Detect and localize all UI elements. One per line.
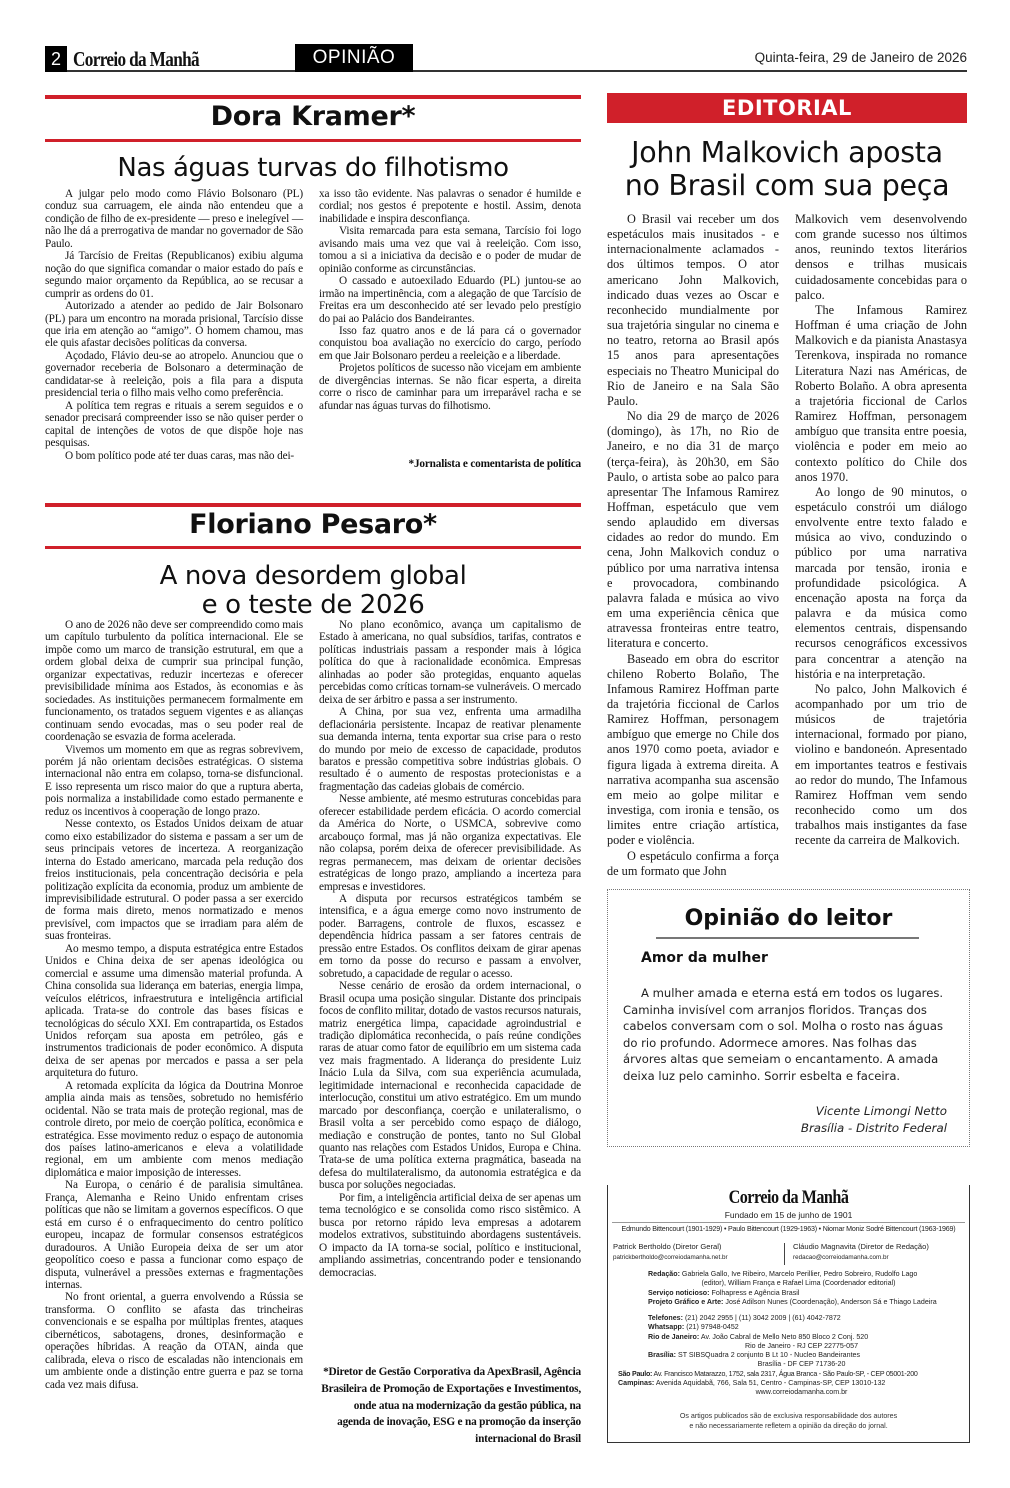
- divider: [612, 1222, 965, 1223]
- director-newsroom-name: Cláudio Magnavita (Diretor de Redação): [793, 1242, 929, 1251]
- brasilia-address-cont: Brasília - DF CEP 71736-20: [757, 1360, 846, 1369]
- article-body-right: [319, 188, 581, 412]
- editorial-body-right: [795, 212, 967, 849]
- author-bio: *Jornalista e comentarista de política: [408, 458, 581, 470]
- issue-date: Quinta-feira, 29 de Janeiro de 2026: [754, 50, 967, 65]
- paragraph: Por fim, a inteligência artificial deixa de ser apenas um tema tecnológico e se consolida como risco sistêmico. A busca por retorno rápido leva empresas a adotarem modelos extrativos, substituindo abordagens sustentáveis. O impacto da IA torna-se social, político e institucional, ampliando assimetrias, concentrando poder e tensionando democracias.: [319, 1191, 581, 1279]
- paragraph: Nesse ambiente, até mesmo estruturas concebidas para oferecer estabilidade perdem eficácia. O acordo comercial da América do Norte, o USMCA, sobrevive como arcabouço formal, mas já não organiza expectativas. Ele não colapsa, porém deixa de oferecer previsibilidade. As regras permanecem, mas deixam de orientar decisões estratégicas de longo prazo, ampliando a incerteza para empresas e investidores.: [319, 793, 581, 893]
- paragraph: No palco, John Malkovich é acompanhado por um trio de músicos de trajetória internacional, formado por piano, violino e bandoneón. Apresentado em importantes teatros e festivais ao redor do mundo, The Infamous Ramirez Hoffman vem sendo reconhecido como um dos trabalhos mais instigantes da fase recente da carreira de Malkovich.: [795, 681, 967, 848]
- paragraph: A disputa por recursos estratégicos também se intensifica, e a água emerge como novo instrumento de poder. Barragens, controle de fluxos, escassez e dependência hídrica passam a ser fatores centrais de pressão entre Estados. Os conflitos deixam de girar apenas em torno da posse do recurso e passam a envolver, sobretudo, a capacidade de regular o acesso.: [319, 892, 581, 980]
- paragraph: The Infamous Ramirez Hoffman é uma criação de John Malkovich e da pianista Anastasya Terenkova, inspirada no romance Literatura Nazi nas Américas, de Roberto Bolaño. A obra apresenta a trajetória ficcional de Carlos Ramirez Hoffman, personagem ambíguo que transita entre poesia, violência e poder em meio ao contexto político do Chile dos anos 1970.: [795, 302, 967, 484]
- paragraph: Malkovich vem desenvolvendo com grande sucesso nos últimos anos, reunindo textos literários densos e trilhas musicais cuidadosamente concebidas para o palco.: [795, 212, 967, 302]
- letter-title: Amor da mulher: [641, 950, 768, 966]
- expediente-box: [607, 1185, 970, 1443]
- paragraph: Na Europa, o cenário é de paralisia simultânea. França, Alemanha e Reino Unido enfrentam crises políticas que não se limitam a governos específicos. O que está em curso é o enfraquecimento do centro político europeu, incapaz de formular consensos estratégicos duradouros. A União Europeia deixa de ser um ator geopolítico coeso e passa a funcionar como espaço de disputa, vulnerável a pressões externas e fragmentações internas.: [45, 1179, 303, 1292]
- paragraph: No front oriental, a guerra envolvendo a Rússia se transforma. O conflito se afasta das trincheiras convencionais e se espalha por múltiplas frentes, ataques cibernéticos, sabotagens, drones, desinformação e operações híbridas. A reação da OTAN, ainda que calibrada, eleva o risco de escaladas não intencionais em um ambiente onde a distinção entre guerra e paz se torna cada vez mais difusa.: [45, 1291, 303, 1391]
- headline-line: John Malkovich aposta: [631, 136, 943, 169]
- disclaimer-line: e não necessariamente refletem a opinião da direção do jornal.: [689, 1422, 888, 1430]
- director-newsroom-email[interactable]: redacao@correiodamanha.com.br: [793, 1254, 889, 1261]
- paragraph: Vivemos um momento em que as regras sobrevivem, porém já não orientam decisões estratégicas. O sistema internacional não entra em colapso, torna-se disfuncional. E isso representa um risco maior do que a ruptura aberta, pois normaliza a instabilidade como estado permanente e reduz os incentivos à cooperação de longo prazo.: [45, 743, 303, 818]
- author-name: Dora Kramer*: [210, 101, 416, 132]
- editorial-body-left: [607, 212, 779, 879]
- red-divider: [45, 139, 581, 142]
- letter-author: Vicente Limongi Netto: [815, 1104, 947, 1118]
- paragraph: O espetáculo confirma a força de um formato que John: [607, 848, 779, 878]
- label: Telefones:: [648, 1314, 683, 1322]
- headline-line: e o teste de 2026: [201, 590, 425, 620]
- author-bio: *Diretor de Gestão Corporativa da ApexBrasil, Agência Brasileira de Promoção de Exportações e Investimentos, onde atua na modernização da gestão pública, na agenda de inovação, ESG e na promoção da inserção internacional do Brasil: [321, 1366, 581, 1446]
- label: Brasília:: [648, 1351, 676, 1360]
- label: Campinas:: [618, 1379, 655, 1388]
- paragraph: O cassado e autoexilado Eduardo (PL) juntou-se ao irmão na impertinência, com a alegação de que Tarcísio de Freitas era um desconhecido até ser levado pelo prestígio do pai ao Palácio dos Bandeirantes.: [319, 275, 581, 325]
- paragraph: O Brasil vai receber um dos espetáculos mais inusitados - e internacionalmente aclamados - dos últimos tempos. O ator americano John Malkovich, indicado duas vezes ao Oscar e reconhecido mundialmente por sua trajetória singular no cinema e no teatro, retorna ao Brasil após 15 anos para apresentações especiais no Theatro Municipal do Rio de Janeiro e na Sala São Paulo.: [607, 212, 779, 408]
- paragraph: A julgar pelo modo como Flávio Bolsonaro (PL) conduz sua carruagem, ele ainda não entendeu que a condição de filho de ex-presidente — preso e inelegível — não lhe dá a prerrogativa de mandar no governador de São Paulo.: [45, 188, 303, 250]
- paragraph: xa isso tão evidente. Nas palavras o senador é humilde e cordial; nos gestos é prepotente e hostil. Assim, denota inabilidade e inspira desconfiança.: [319, 188, 581, 225]
- article-body-right: [319, 619, 581, 1279]
- page-number: 2: [45, 46, 67, 72]
- red-divider: [45, 95, 581, 99]
- paragraph: Baseado em obra do escritor chileno Roberto Bolaño, The Infamous Ramirez Hoffman parte da trajetória ficcional de Carlos Ramirez Hoffman, personagem ambíguo que emerge no Chile dos anos 1970 como poeta, aviador e figura ligada à extrema direita. A narrativa acompanha sua ascensão em meio ao golpe militar e investiga, com ironia e tensão, os limites entre criação artística, poder e violência.: [607, 651, 779, 848]
- director-general-name: Patrick Bertholdo (Diretor Geral): [613, 1242, 722, 1251]
- paragraph: A China, por sua vez, enfrenta uma armadilha deflacionária persistente. Incapaz de reativar plenamente sua demanda interna, tenta exportar sua crise para o resto do mundo por meio de excesso de capacidade, produtos baratos e pressão competitiva sobre indústrias globais. O resultado é o aumento de respostas protecionistas e a fragmentação das cadeias globais de comércio.: [319, 706, 581, 793]
- headline-line: A nova desordem global: [159, 561, 467, 591]
- founders-line: Edmundo Bittencourt (1901-1929) • Paulo Bittencourt (1929-1963) • Niomar Moniz Sodré Bittencourt (1963-1969): [621, 1225, 956, 1233]
- divider: [656, 937, 919, 939]
- news-agencies: Folhapress e Agência Brasil: [711, 1288, 800, 1297]
- article-headline: Nas águas turvas do filhotismo: [117, 153, 509, 183]
- disclaimer: [608, 1411, 969, 1431]
- headline-line: no Brasil com sua peça: [624, 169, 950, 202]
- paragraph: A retomada explícita da lógica da Doutrina Monroe amplia ainda mais as tensões, sobretudo no hemisfério ocidental. Não se trata mais de proteção regional, mas de controle direto, por meio de coerção política, econômica e estratégica. Esse movimento reduz o espaço de autonomia dos países latino-americanos e eleva a volatilidade regional, em um ambiente com menos mediação diplomática e maior imposição de interesses.: [45, 1079, 303, 1179]
- contact-info: [618, 1314, 955, 1398]
- letter-body: A mulher amada e eterna está em todos os lugares. Caminha invisível com arranjos floridos. Tranças dos cabelos conversam com o sol. Molha o rosto nas águas do rio profundo. Adormece amores. Nas folhas das árvores altas que semeiam o encantamento. A amada deixa luz pelo caminho. Sorrir esbelta e faceira.: [623, 986, 944, 1083]
- paragraph: Ao mesmo tempo, a disputa estratégica entre Estados Unidos e China deixa de ser apenas ideológica ou comercial e assume uma dimensão material profunda. A China consolida sua liderança em baterias, energia limpa, veículos elétricos, infraestrutura e inteligência artificial aplicada. Trata-se do controle das bases físicas e tecnológicas do século XXI. Em contrapartida, os Estados Unidos reforçam sua aposta em petróleo, gás e instrumentos tradicionais de poder econômico. A disputa deixa de ser apenas por mercados e passa a ser pela arquitetura do futuro.: [45, 942, 303, 1080]
- rio-address: Av. João Cabral de Mello Neto 850 Bloco 2 Conj. 520: [700, 1332, 869, 1341]
- label: São Paulo:: [618, 1369, 653, 1378]
- director-general: [613, 1241, 728, 1263]
- red-divider: [45, 546, 581, 549]
- staff-names-cont: (editor), William França e Rafael Lima (Coordenador editorial): [701, 1279, 896, 1288]
- staff-credits: [648, 1270, 949, 1307]
- label: Rio de Janeiro:: [648, 1332, 700, 1341]
- rio-address-cont: Rio de Janeiro - RJ CEP 22775-057: [744, 1341, 859, 1350]
- editorial-label: EDITORIAL: [607, 93, 967, 123]
- design-credits: José Adilson Nunes (Coordenação), Anderson Sá e Thiago Ladeira: [725, 1297, 937, 1306]
- paragraph: Nesse cenário de erosão da ordem internacional, o Brasil ocupa uma posição singular. Distante dos principais focos de conflito militar, dotado de vastos recursos naturais, matriz energética limpa, capacidade agroindustrial e tradição diplomática reconhecida, o país reúne condições raras de atuar como fator de equilíbrio em um sistema cada vez mais fragmentado. A liderança do presidente Luiz Inácio Lula da Silva, com sua experiência acumulada, legitimidade internacional e reconhecida capacidade de interlocução, constitui um ativo estratégico. Em um mundo marcado por desconfiança, coerção e unilateralismo, o Brasil volta a ser percebido como espaço de diálogo, mediação e construção de pontes, tanto no Sul Global quanto nas relações com Estados Unidos, Europa e China. Trata-se de uma política externa pragmática, baseada na defesa do multilateralismo, da autonomia estratégica e da busca por soluções negociadas.: [319, 980, 581, 1192]
- campinas-address: Avenida Aquidabã, 766, Sala 51, Centro - Campinas-SP, CEP 13010-132: [655, 1379, 886, 1388]
- paragraph: Visita remarcada para esta semana, Tarcísio foi logo avisando mais uma vez que vai à reeleição. Com isso, tomou a si a iniciativa da decisão e o poder de mudar de opinião conforme as circunstâncias.: [319, 225, 581, 275]
- letter-signature: [801, 1103, 947, 1136]
- article-body-left: [45, 188, 303, 462]
- author-name: Floriano Pesaro*: [189, 509, 437, 540]
- reader-opinion-box: [607, 889, 970, 1147]
- page-masthead: [45, 44, 967, 72]
- article-body-left: [45, 619, 303, 1391]
- paragraph: Já Tarcísio de Freitas (Republicanos) exibiu alguma noção do que significa comandar o maior estado do país e segundo maior orçamento da República, ao se recusar a cumprir as ordens do 01.: [45, 250, 303, 300]
- disclaimer-line: Os artigos publicados são de exclusiva responsabilidade dos autores: [679, 1412, 898, 1420]
- paragraph: A política tem regras e rituais a serem seguidos e o senador precisará compreender isso se não quiser perder o capital de intenções de votos de que dispõe hoje nas pesquisas.: [45, 399, 303, 450]
- paragraph: No plano econômico, avança um capitalismo de Estado à americana, no qual subsídios, tarifas, contratos e políticas industriais passam a responder mais à lógica política do que à racionalidade econômica. Empresas alinhadas ao poder são protegidas, enquanto aquelas percebidas como críticas tornam-se vulneráveis. O mercado deixa de ser árbitro e passa a ser instrumento.: [319, 619, 581, 706]
- label: Serviço noticioso:: [648, 1288, 710, 1297]
- paragraph: Açodado, Flávio deu-se ao atropelo. Anunciou que o governador receberia de Bolsonaro a determinação de candidatar-se à reeleição, pois a fila para a disputa presidencial teria o filho mais velho como preferência.: [45, 349, 303, 400]
- paragraph: Ao longo de 90 minutos, o espetáculo constrói um diálogo envolvente entre texto falado e música ao vivo, conduzindo o público por uma narrativa marcada por tensão, ironia e profundidade psicológica. A encenação aposta na força da palavra e da música como elementos centrais, dispensando recursos cenográficos excessivos para concentrar a atenção na história e na interpretação.: [795, 484, 967, 681]
- label: Redação:: [648, 1270, 680, 1278]
- phone-numbers: (21) 2042 2955 | (11) 3042 2009 | (61) 4042-7872: [684, 1314, 841, 1322]
- newspaper-logo: Correio da Manhã: [728, 1187, 849, 1208]
- brasilia-address: ST SIBSQuadra 2 conjunto B Lt 10 - Nucleo Bandeirantes: [677, 1351, 861, 1360]
- paragraph: O ano de 2026 não deve ser compreendido como mais um capítulo turbulento da política internacional. Ele se impõe como um marco de transição estrutural, em que a ordem global deixa de cumprir sua principal função, organizar expectativas, reduzir incertezas e oferecer previsibilidade mínima aos Estados, às economias e às sociedades. As instituições permanecem formalmente em funcionamento, os tratados seguem vigentes e as alianças continuam sendo evocadas, mas o seu poder real de coordenação se esvazia de forma acelerada.: [45, 619, 303, 744]
- director-general-email[interactable]: patrickbertholdo@correiodamanha.net.br: [613, 1254, 728, 1261]
- whatsapp-number: (21) 97948-0452: [686, 1323, 739, 1332]
- paragraph: Isso faz quatro anos e de lá para cá o governador conquistou boa avaliação no exercício do cargo, período em que Jair Bolsonaro perdeu a reeleição e a liberdade.: [319, 324, 581, 362]
- label: Projeto Gráfico e Arte:: [648, 1297, 724, 1306]
- director-newsroom: [793, 1241, 929, 1263]
- paragraph: Nesse contexto, os Estados Unidos deixam de atuar como eixo estabilizador do sistema e passam a ser um de seus principais vetores de incerteza. A reorganização interna do Estado americano, marcada pela redução dos freios institucionais, pela concentração decisória e pela politização explícita da economia, produz um ambiente de imprevisibilidade estrutural. O poder passa a ser exercido de forma mais direto, menos normatizado e menos previsível, com impactos que se irradiam para além de suas fronteiras.: [45, 818, 303, 943]
- article-headline: [45, 562, 581, 620]
- red-divider: [45, 503, 581, 507]
- letter-location: Brasília - Distrito Federal: [800, 1120, 947, 1135]
- paragraph: O bom político pode até ter duas caras, mas não dei-: [65, 449, 295, 462]
- section-label: OPINIÃO: [295, 44, 413, 72]
- sao-paulo-address: Av. Francisco Matarazzo, 1752, sala 2317, Água Branca - São Paulo-SP, - CEP 05001-200: [653, 1369, 918, 1378]
- website-link[interactable]: www.correiodamanha.com.br: [755, 1388, 848, 1397]
- paragraph: No dia 29 de março de 2026 (domingo), às 17h, no Rio de Janeiro, e no dia 31 de março (terça-feira), às 20h30, em São Paulo, o artista sobe ao palco para apresentar The Infamous Ramirez Hoffman, espetáculo que vem sendo aplaudido em diversas cidades ao redor do mundo. Em cena, John Malkovich conduz o público por uma narrativa intensa e provocadora, combinando palavra falada e música ao vivo em uma experiência cênica que atravessa fronteiras entre teatro, literatura e concerto.: [607, 409, 779, 651]
- newspaper-logo: Correio da Manhã: [73, 47, 199, 71]
- paragraph: Projetos políticos de sucesso não vicejam em ambiente de divergências internas. Se não ficar esperta, a direita corre o risco de caminhar para um irreparável racha e se afundar nas águas turvas do filhotismo.: [319, 362, 581, 412]
- staff-names: Gabriela Gallo, Ive Ribeiro, Marcelo Perillier, Pedro Sobreiro, Rudolfo Lago: [681, 1270, 918, 1278]
- divider: [784, 1243, 785, 1265]
- founded-date: Fundado em 15 de junho de 1901: [724, 1210, 853, 1220]
- editorial-headline: [607, 136, 967, 202]
- paragraph: Autorizado a atender ao pedido de Jair Bolsonaro (PL) para um encontro na morada prisional, Tarcísio disse que iria em atenção ao “amigo”. O homem chamou, mas ele quis afastar decisões políticas da conversa.: [45, 300, 303, 350]
- reader-opinion-title: Opinião do leitor: [684, 906, 893, 931]
- label: Whatsapp:: [648, 1323, 685, 1332]
